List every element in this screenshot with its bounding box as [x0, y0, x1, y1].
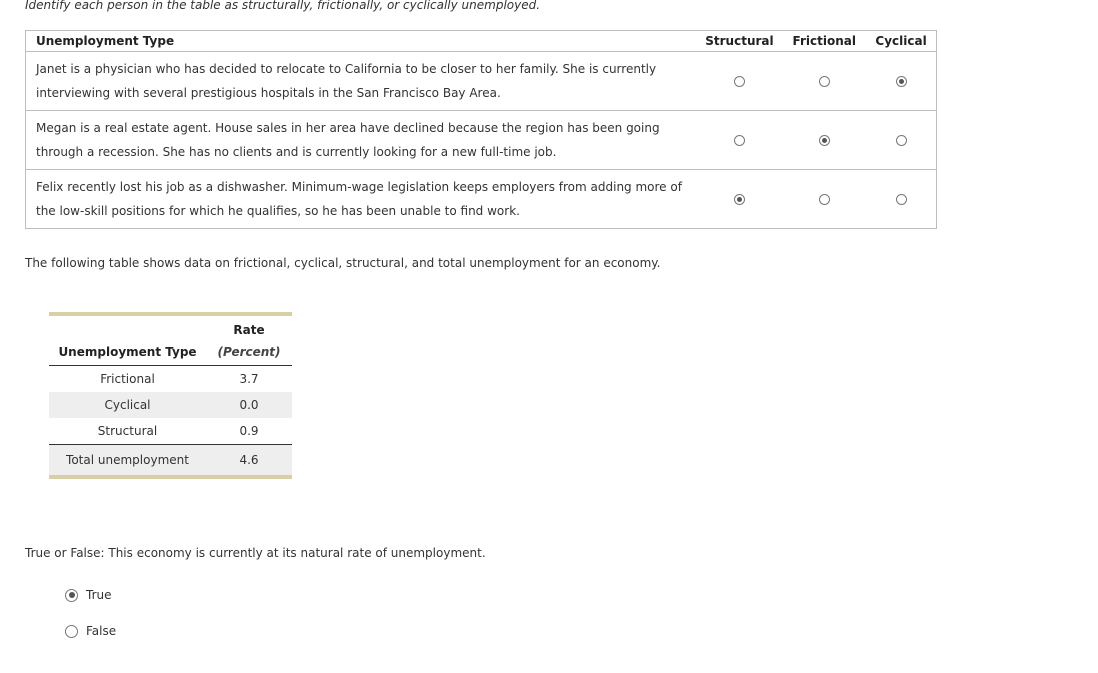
radio-megan-frictional[interactable]: [819, 135, 830, 146]
radio-true[interactable]: [65, 589, 78, 602]
rate-table: [49, 312, 292, 479]
table-row: [49, 366, 292, 392]
radio-felix-structural[interactable]: [734, 194, 745, 205]
row-description: [26, 116, 697, 164]
column-header-rate: Rate: [233, 323, 265, 337]
table-row-total: [49, 444, 292, 475]
radio-megan-structural[interactable]: [734, 135, 745, 146]
table-row-megan: [26, 110, 936, 169]
option-label: False: [86, 624, 117, 638]
column-header-cyclical: Cyclical: [875, 34, 927, 48]
table-row-janet: [26, 51, 936, 110]
radio-megan-cyclical[interactable]: [896, 135, 907, 146]
row-description: [26, 57, 697, 105]
description-line: Janet is a physician who has decided to relocate to California to be closer to her family. She is currently: [36, 62, 657, 76]
description-line: Felix recently lost his job as a dishwasher. Minimum-wage legislation keeps employers from adding more of: [36, 180, 682, 194]
radio-false[interactable]: [65, 625, 78, 638]
row-rate: 0.9: [239, 424, 259, 438]
table-row: [49, 418, 292, 444]
column-header-frictional: Frictional: [792, 34, 856, 48]
column-header-structural: Structural: [705, 34, 774, 48]
row-type: Structural: [97, 424, 158, 438]
rate-table-header: [49, 316, 292, 366]
description-line: through a recession. She has no clients and is currently looking for a new full-time job.: [36, 145, 557, 159]
radio-felix-cyclical[interactable]: [896, 194, 907, 205]
option-label: True: [86, 588, 112, 602]
table-row: [49, 392, 292, 418]
question-text: True or False: This economy is currently at its natural rate of unemployment.: [25, 546, 486, 560]
row-type: Cyclical: [104, 398, 151, 412]
radio-felix-frictional[interactable]: [819, 194, 830, 205]
description-line: the low-skill positions for which he qualifies, so he has been unable to find work.: [36, 204, 520, 218]
description-line: interviewing with several prestigious hospitals in the San Francisco Bay Area.: [36, 86, 501, 100]
column-header-type: Unemployment Type: [36, 34, 175, 48]
option-false[interactable]: [65, 624, 116, 638]
table-row-felix: [26, 169, 936, 228]
row-rate: 0.0: [239, 398, 259, 412]
classification-table: [25, 30, 937, 229]
classification-header-row: [26, 31, 936, 51]
description-line: Megan is a real estate agent. House sales in her area have declined because the region has been going: [36, 121, 660, 135]
option-true[interactable]: [65, 588, 112, 602]
intro-text: The following table shows data on frictional, cyclical, structural, and total unemployment for an economy.: [25, 256, 661, 270]
total-rate: 4.6: [239, 453, 259, 467]
total-label: Total unemployment: [66, 453, 189, 467]
instruction-text: Identify each person in the table as structurally, frictionally, or cyclically unemployed.: [25, 0, 541, 12]
radio-janet-cyclical[interactable]: [896, 76, 907, 87]
row-description: [26, 175, 697, 223]
radio-janet-frictional[interactable]: [819, 76, 830, 87]
row-type: Frictional: [100, 372, 155, 386]
table-bottom-rule: [49, 475, 292, 479]
radio-janet-structural[interactable]: [734, 76, 745, 87]
column-header-unemployment-type: Unemployment Type: [58, 345, 197, 359]
column-header-percent: (Percent): [217, 345, 281, 359]
row-rate: 3.7: [239, 372, 259, 386]
